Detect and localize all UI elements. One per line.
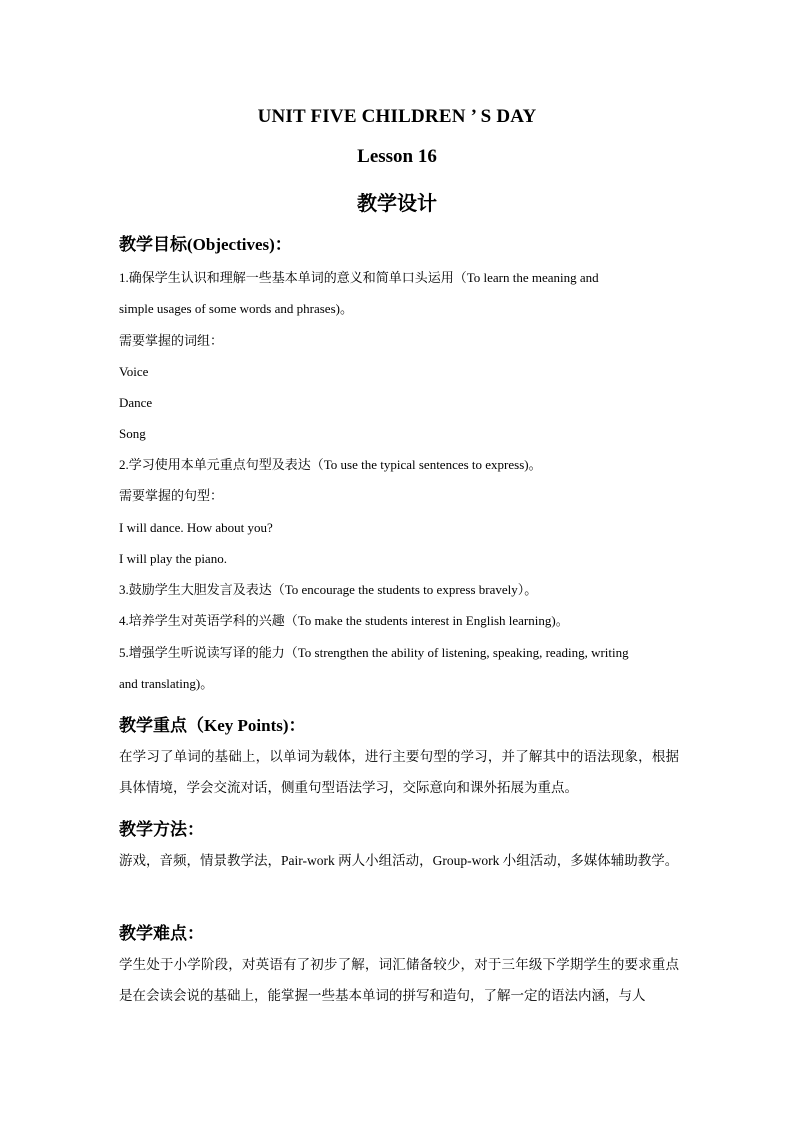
document-subtitle: 教学设计: [357, 193, 437, 215]
word-dance: Dance: [119, 395, 153, 410]
unit-title: UNIT FIVE CHILDREN ’ S DAY: [257, 106, 537, 127]
sentences-label: 需要掌握的句型：: [119, 488, 224, 503]
sentence-1: I will dance. How about you?: [119, 520, 273, 535]
objective-5-line-1: 5.增强学生听说读写译的能力（To strengthen the ability of listening, speaking, reading, writing: [119, 645, 629, 660]
objective-1-line-2: simple usages of some words and phrases)。: [119, 301, 353, 316]
word-voice: Voice: [119, 364, 149, 379]
objectives-heading: 教学目标(Objectives)：: [119, 235, 292, 254]
objective-4: 4.培养学生对英语学科的兴趣（To make the students interest in English learning)。: [119, 613, 569, 628]
difficulties-text: 学生处于小学阶段，对英语有了初步了解，词汇储备较少，对于三年级下学期学生的要求重点是在会读会说的基础上，能掌握一些基本单词的拼写和造句，了解一定的语法内涵，与人: [119, 957, 679, 1003]
objective-2: 2.学习使用本单元重点句型及表达（To use the typical sentences to express)。: [119, 457, 542, 472]
methods-heading: 教学方法：: [119, 820, 204, 839]
objective-5-line-2: and translating)。: [119, 676, 214, 691]
key-points-heading: 教学重点（Key Points)：: [119, 716, 306, 735]
objective-3: 3.鼓励学生大胆发言及表达（To encourage the students to express bravely）。: [119, 582, 538, 597]
methods-text: 游戏，音频，情景教学法，Pair-work 两人小组活动，Group-work 小组活动，多媒体辅助教学。: [119, 853, 679, 868]
difficulties-heading: 教学难点：: [119, 924, 204, 943]
lesson-title: Lesson 16: [357, 146, 437, 167]
sentence-2: I will play the piano.: [119, 551, 227, 566]
key-points-text: 在学习了单词的基础上，以单词为载体，进行主要句型的学习，并了解其中的语法现象，根据具体情境，学会交流对话，侧重句型语法学习，交际意向和课外拓展为重点。: [119, 749, 679, 795]
objective-1-line-1: 1.确保学生认识和理解一些基本单词的意义和简单口头运用（To learn the meaning and: [119, 270, 599, 285]
word-song: Song: [119, 426, 146, 441]
words-label: 需要掌握的词组：: [119, 333, 224, 348]
